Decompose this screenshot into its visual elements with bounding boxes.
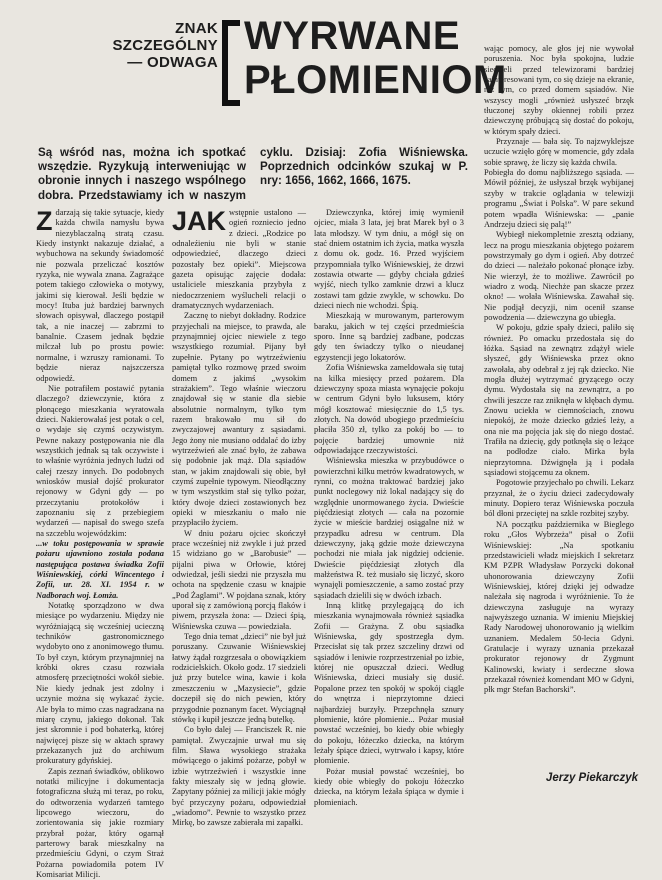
body-paragraph: wstępnie ustalono — ogień rozniecio jedno z dzieci. „Rodzice po odnaleźieniu nie byli w stanie odpowiedzieć, dlaczego dzieci pozostały bez opieki”. Miejscowa gazeta opisując zajęcie dodała: ustaliciele mieszkania przybyła z niedoczrzeniem wyślucheli relacji o dramatycznych wydarzeniach. <box>172 208 306 311</box>
body-paragraph: W pokoju, gdzie spały dzieci, paliło się również. Po omacku przedostała się do łóżka. Sąsiad na zewnątrz zdążył wiele słyszeć, gdy Wiśniewska przez okno zawołała, aby odebrał z jej rąk dziecko. Nie mogła dłużej wytrzymać gryzącego oczy dymu. Wydostała się na zewnątrz, a po chwili jeszcze raz zniknęła w kłębach dymu. Znowu uciekła w ciemnościach, znowu niepokój, że może dziecko gdzieś leży, a ona nie ma pojęcia jak się do niego dostać. Trafiła na dziecię, gdy potknęła się o leżące na podłodze ciało. Mirka była nieprzytomna. Dźwignęła ją i podała sąsiadowi stojącemu za oknem. <box>484 323 634 478</box>
body-paragraph: Dziewczynka, której imię wymienił ojciec, miała 3 lata, jej brat Marek był o 3 lata młodszy. W tym dniu, a mógł się on stać dniem ostatnim ich życia, matka wyszła z domu ok. godz. 16. Przed wyjściem przypomniała tylko Wiśniewskiej, że drzwi zostawia otwarte — gdyby chciała gdzieś wyjść, niech tylko zamknie drzwi a klucz zostawi tam gdzie zwykle, w schowku. Do dzieci niech nie wchodzi. Śpią. <box>314 208 464 311</box>
column-3-paragraphs <box>314 208 464 808</box>
author-signature: Jerzy Piekarczyk <box>545 772 638 784</box>
title-line-2: PŁOMIENIOM <box>244 58 507 102</box>
article-lead <box>38 146 468 203</box>
body-column-4 <box>484 44 634 756</box>
title-line-1: WYRWANE <box>244 14 461 58</box>
body-paragraph: Tego dnia temat „dzieci” nie był już poruszany. Czuwanie Wiśniewskiej łatwy żądał rozgrzesała o obowiązkiem rodzicielskich. Około godz. 17 siedzieli już przy butelce wina, kawie i koła zmeszczeniu w „Mazysiecie”, gdzie doczepił się do nich pewien, który przygodnie poznanym facet. Wyciągnął stówkę i kupił jeszcze jedną butelkę. <box>172 632 306 724</box>
drop-cap: JAK <box>172 206 227 236</box>
body-paragraph: W dniu pożaru ojciec skończył prace wcześniej niż zwykle i już przed 15 widziano go w „Barobusie” — pijalni piwa w Orłowie, której odwiedzał, jeśli siedzi nie przyszła mu ochota na spędzenie czasu w knajpie „Pod Żaglami”. W pojdana sznak, który uporał się z zamówioną porcją flaków i piwem, przyszła żona: — Dzieci śpią, Wiśniewska czuwa — powiedziała. <box>172 528 306 631</box>
body-paragraph: ...w toku postępowania w sprawie pożaru ujawniono została podana następująca postawa świadka Zofii Wiśniewskiej, córki Wincentego i Zofii, ur. 28. XI. 1954 r. w Nadborach woj. Łomża. <box>36 539 164 600</box>
kicker-line-3: — ODWAGA <box>127 54 218 71</box>
kicker-line-2: SZCZEGÓLNY <box>112 37 218 54</box>
body-paragraph: NA początku październikа w Bieglego roku „Głos Wybrzeża” pisał o Zofii Wiśniewskiej: „Na spotkaniu przedstawicieli władz miejskich I sekretarz KM PZPR Władysław Porzycki dokonał uhonorowania dziewczyny Zofii Wiśniewskiej, której dzięki jej odwadze należała się nagroda i wyróżnienie. To że dziewczyna zasługuje na wyrazy najwyższego uznania. W imieniu Miejskiej Rady Narodowej uhonorowanio ją wielkim uznaniem. Medalem 50-lecia Gdyni. Gratulacje i wyrazy uznania przekazał prokurator rejonowy dr Zygmunt Kalinowski, kwiaty i serdeczne słowa przekazał również komendant MO w Gdyni, płk mgr Stefan Bachorski”. <box>484 519 634 695</box>
body-column-3 <box>314 208 465 807</box>
body-paragraph: Pobiegła do domu najbliższego sąsiada. — Mówił później, że usłyszał brzęk wybijanej szyby w trakcie oglądania w telewizji programu „Świat i Polska”. W pare sekund potem wpadła Wiśniewska: — „panie Andrzeju dzieci się palą!” <box>484 168 634 229</box>
body-paragraph: wając pomocy, ale głos jej nie wywołał poruszenia. Noc była spokojna, ludzie siedzieli przed telewizorami bardziej zainteresowani tym, co się dzieje na ekranie, niż tym, co przed domem sąsiadów. Nie wszyscy mogli „również usłyszeć brzęk tłuczonej szyby okiennej robili przez dziewczynę próbującą się dostać do pokoju, w którym spały dzieci. <box>484 44 634 136</box>
column-1-paragraphs <box>36 208 164 880</box>
body-column-1 <box>36 206 164 879</box>
body-paragraph: Zofia Wiśniewska zameldowała się tutaj na kilka miesięcy przed pożarem. Dla dziewczyny spoza miasta wynajęcie pokoju w centrum Gdyni było luksusem, który mógł kosztować miesięcznie do 1,5 tys. złotych. Na dowód ubogiego przedmieściu płaciła 350 zł, tylko za pokój bo — to pojęcie bardziej umownie niż odpowiadające rzeczywistości. <box>314 363 464 455</box>
kicker-line-1: ZNAK <box>175 20 218 37</box>
column-4-paragraphs <box>484 44 634 696</box>
body-paragraph: Wiśniewska mieszka w przybudówce o powierzchni kilku metrów kwadratowych, w rynni, co można traktować bardziej jako punkt noclegowy niż lokal nadający się do względnie unormowanego życia. Dwieście pięćdziesiąt złotych — cała na pozornie życie w mieście bardziej osiągalne niż w przypadku adresu w centrum. Dla dziewczyny, jaką gdzie może dziewczyna pochodzi nie miała jak nigdziej odcienie. Dwieście pięćdziesiąt złotych dla małżeństwa R. też musiało się liczyć, skoro wynajęli pomieszczenie, a samo zostać przy sąsiadach dzielili się w dwóch izbach. <box>314 456 465 600</box>
body-column-2 <box>172 206 306 828</box>
body-paragraph: Notatkę sporządzono w dwa miesiące po wydarzeniu. Między nie wyróżniającą się wcześniej ucieczną techników gastronomicznego wydobyto ono z anonimowego tłumu. To był czyn, którym przynajmniej na króbki okres czasu rozwiała atmosferę przeciętności wokół siebie. Nie kiedy jednak jest zdolny i uczynie można się wykazać życie. Ale była to mimo czas nagradzana na miarę czynu, jakiego dokonał. Tak jest skromnie i pod bohaterką, której najwięcej pisze się w aktach sprawy przekazanych już do archiwum prokuratury gdyńskiej. <box>36 601 164 766</box>
body-paragraph: Zapis zeznań świadków, oblikowo notatki milicyjne i dokumentacja fotograficzna służą mi teraz, po roku, do odtworzenia wydarzeń tamtego lipcowego wieczoru, do zorientowania się jakie rozmiary przybrał pożar, który ogarnął parterowy barak mieszkalny na przedmieściu Gdyni, o czym Straż Pożarna powiadomiła potem IV Komisariat Milicji. <box>36 766 164 879</box>
body-paragraph: Co było dalej — Franciszek R. nie pamiętał. Zwyczajnie urwał mu się film. Sława wysokiego strażaka mówiącego o jakimś pożarze, pobył w izbie wytrzeźwień i wszystkie inne fakty mieszały się w jedną głowie. Zapytany później za milicji jakie mógły być przyczyny pożaru, odpowiedział „wiadomo”. Pewnie to wszystko przez Mirkę, bo zawsze zabierała mi zapałki. <box>172 725 306 828</box>
body-paragraph: Nie potrafiłem postawić pytania dlaczego? dziewczynie, która z płonącego mieszkania wyratowała dzieci. Nakierowałaś jest potak o cel, o wydaje się czymś oczywistym. Pewne nakazy postępowania nie dla wszystkich jednak są tak oczywiste i to właśnie wyróżnia jednych ludzi od całej rzeszy innych. Do podobnych wniosków musiał dojść prokurator rejonowy w Gdyni gdy — po przeczytaniu protokołów i zapoznaniu się z przebiegiem wydarzeń — napisał do swego szefa na szczeblu wojewódzkim: <box>36 383 164 538</box>
body-paragraph: darzają się takie sytuacje, kiedy każda chwila namysłu bywa niezyblaczalną stratą czasu. Kiedy instynkt nakazuje działać, a wybuchowa na sekundy świadomość nie pozwala przeliczać kosztów ryzyka, nie wywala znana. Zagrażące potem takiego człowieka o motywy, jakimi się kierował. Jeśli będzie w mocy! Ituba już bardziej barwnych słowach opisywał, dlaczego postąpił tak, a nie inaczej — zabrzmi to banalnie. Czasem jednak będzie milczał lub po prostu powie: normalne, i wzruszy ramionami. To będzie nieraz najszczersza odpowiedź. <box>36 208 164 383</box>
body-paragraph: Mieszkają w murowanym, parterowym baraku, jakich w tej części przedmieścia sporo. Inne są bardziej zadbane, podczas gdy ten świadczy tylko o nieudanej egzystencji jego lokatorów. <box>314 311 464 362</box>
body-paragraph: Pogotowie przyjechało po chwili. Lekarz przyznał, że o życiu dzieci zadecydowały minuty. Dopiero teraz Wiśniewska poczuła ból dłoni przeciętej na szkle rozbitej szyby. <box>484 478 634 519</box>
series-kicker <box>78 20 218 71</box>
body-paragraph: Pożar musiał powstać wcześniej, bo kiedy obie wbiegły do pokoju łóżeczko dziecka, na którym leżała śpiąca w dymie i płomieniach. <box>314 766 464 807</box>
lead-text: Są wśród nas, można ich spotkać wszędzie. Ryzykują interweniując w obronie innych i naszego wspólnego dobra. Przedstawiamy ich w naszym cyklu. Dzisiaj: Zofia Wiśniewska. Poprzednich odcinków szukaj w P. nry: 1656, 1662, 1666, 1675. <box>38 146 468 202</box>
article-title <box>244 14 514 102</box>
body-paragraph: Zacznę to niebyt dokładny. Rodzice przyjechali na miejsce, to prawda, ale przynajmniej ojciec niewiele z tego wszystkiego rozumiał. Pijany był zupełnie. Pytany po wytrzeźwieniu pamiętał tylko rozmowę przed swoim domem z jakimś „wysokim strażakiem”. Tego właśnie wieczoru znajdował się w stanie dla siebie absolutnie normalnym, tylko tym razem brakowało mu sił do zwyczajowej awantury z sąsiadami. Jego żony nie musiano oddalać do izby wytrzeźwień ale znać było, że zabawa się podobnie jak mąż. Dla sąsiadów stan, w jakim znajdowali się obie, był czymś zupełnie typowym. Nieodłączny w tym wszystkim stał się tylko pożar, który dwoje dzieci zostawionych bez opieki w mieszkaniu o mało nie przypłaciło życiem. <box>172 311 306 528</box>
body-paragraph: Wybiegł niekompletnie zresztą odziany, lecz na progu mieszkania objętego pożarem powstrzymały go dym i ogień. Aby dotrzeć do dzieci — należało pokonać płonące izby. Nie wierzył, że to możliwe. Zawrócił po wiadro z wodą. Niechże pan skacze przez okno! — wołała Wiśniewska. Zawahał się. Nie podjął decyzji, nim ocenił szanse powodzenia — dziewczyna go ubiegła. <box>484 230 634 322</box>
body-paragraph: Przyznaje — bała się. To najzwyklejsze uczucie wzięło górę w momencie, gdy zdała sobie sprawę, że liczy się każda chwila. <box>484 137 634 167</box>
drop-cap: Z <box>36 206 53 236</box>
title-bracket-ornament <box>222 20 240 106</box>
body-paragraph: Inną klitkę przylegającą do ich mieszkania wynajmowała również sąsiadka Zofii — Grażyna. Z obu sąsiadka Wiśniewska, gdy spostrzegła dym. Przecisłat się tak przez szczeliny drzwi od sąsiadów i leniwie rozprzestrzeniał po izbie, której nie opuszczał dzieci. Według Wiśniewska, dzieci musiały się dusić. Popalone przez ten spokój w spokój ciągle do wnętrza i nieprzytomne dzieci najbardziej burzyły. Przepchnęła sznury płomienie, które płomienie... Pożar musiał powstać wcześniej, bo kiedy obie wbiegły do pokoju, łóżeczko dziecka, na którym leżały śpiące dzieci, wytrwało i kapsy, które płomienie. <box>314 601 464 766</box>
column-2-paragraphs <box>172 208 306 829</box>
